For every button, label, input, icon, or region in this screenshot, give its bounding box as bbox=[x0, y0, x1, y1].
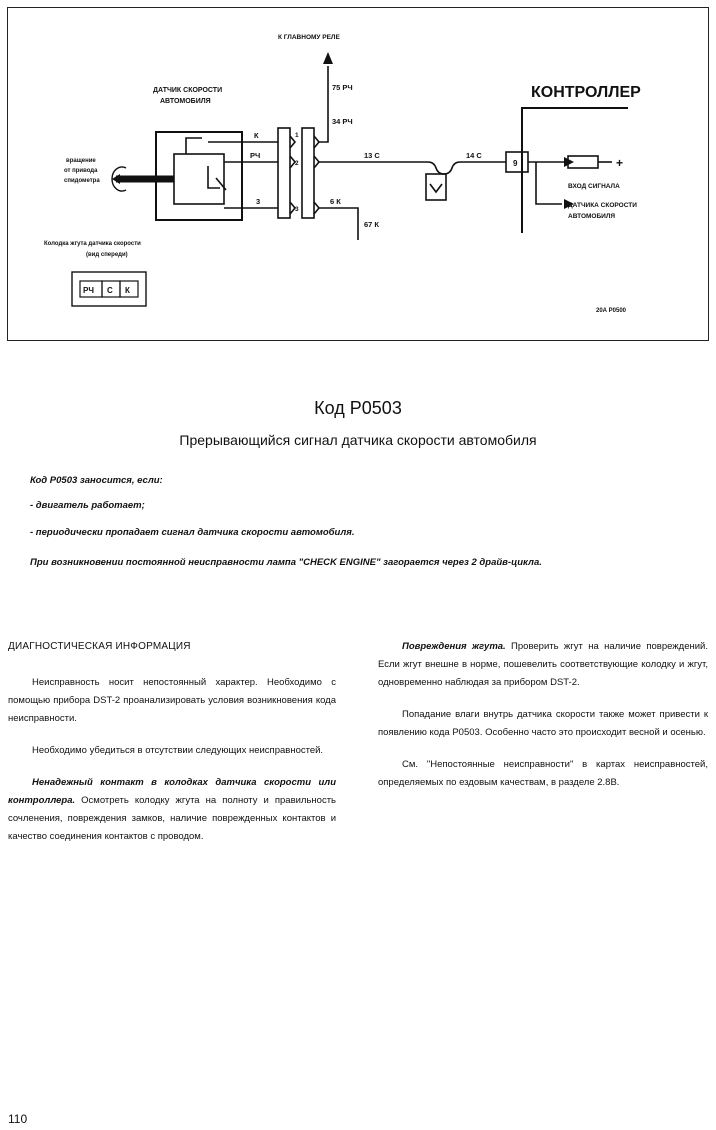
conditions-intro: Код Р0503 заносится, если: bbox=[30, 475, 163, 486]
left-paragraph-1: Неисправность носит непостоянный характер. Необходимо с помощью прибора DST-2 проанализировать условия возникновения кода неисправности. bbox=[8, 677, 336, 724]
section-heading: ДИАГНОСТИЧЕСКАЯ ИНФОРМАЦИЯ bbox=[8, 641, 191, 652]
wiring-diagram-svg bbox=[8, 8, 707, 339]
wire-k-label: К bbox=[254, 131, 259, 140]
left-paragraph-3 bbox=[8, 774, 336, 846]
figure-id: 20А Р0500 bbox=[596, 308, 627, 314]
controller-pin-label: 9 bbox=[513, 159, 518, 168]
plus-sign: + bbox=[616, 156, 624, 170]
right-paragraph-1 bbox=[378, 638, 708, 692]
conditions-note: При возникновении постоянной неисправности лампа "CHECK ENGINE" загорается через 2 драйв-цикла. bbox=[30, 557, 542, 568]
pin-1-label: 1 bbox=[295, 132, 299, 139]
wiring-diagram bbox=[7, 7, 709, 341]
right-paragraph-1-lead: Повреждения жгута. bbox=[402, 641, 506, 652]
connector-caption-2: (вид спереди) bbox=[86, 252, 128, 258]
code-subtitle: Прерывающийся сигнал датчика скорости автомобиля bbox=[179, 432, 537, 448]
wire-6k-label: 6 К bbox=[330, 197, 341, 206]
right-column bbox=[378, 638, 708, 792]
connector-caption-1: Колодка жгута датчика скорости bbox=[44, 241, 141, 247]
controller-label: КОНТРОЛЛЕР bbox=[531, 84, 641, 101]
right-paragraph-1-body: Проверить жгут на наличие повреждений. Если жгут внешне в норме, пошевелить соответствующие колодку и жгут, одновременно наблюдая за прибором DST-2. bbox=[378, 641, 708, 688]
left-column bbox=[8, 638, 336, 846]
main-relay-label: К ГЛАВНОМУ РЕЛЕ bbox=[278, 34, 340, 41]
left-paragraph-3-lead: Ненадежный контакт в колодках датчика скорости или контроллера. bbox=[8, 777, 336, 806]
connector-pin-c: С bbox=[107, 286, 113, 295]
conditions-item-1: - двигатель работает; bbox=[30, 500, 145, 511]
connector-pin-rch: РЧ bbox=[83, 286, 94, 295]
wire-14c-label: 14 С bbox=[466, 151, 482, 160]
page-number: 110 bbox=[8, 1112, 28, 1126]
sensor-title-2: АВТОМОБИЛЯ bbox=[160, 98, 211, 105]
wire-75rch-label: 75 РЧ bbox=[332, 83, 353, 92]
conditions-item-2: - периодически пропадает сигнал датчика скорости автомобиля. bbox=[30, 527, 355, 538]
wire-rch-label: РЧ bbox=[250, 151, 261, 160]
connector-pin-k: К bbox=[125, 286, 130, 295]
connector-plug bbox=[72, 272, 146, 306]
code-title: Код Р0503 bbox=[314, 398, 402, 418]
pin-3-label: 3 bbox=[295, 206, 299, 213]
right-paragraph-2: Попадание влаги внутрь датчика скорости также может привести к появлению кода Р0503. Особенно часто это происходит весной и осенью. bbox=[378, 709, 708, 738]
right-paragraph-3: См. "Непостоянные неисправности" в картах неисправностей, определяемых по ездовым качествам, в разделе 2.8В. bbox=[378, 759, 708, 788]
input-label-3: АВТОМОБИЛЯ bbox=[568, 213, 616, 220]
wire-67k-label: 67 К bbox=[364, 220, 380, 229]
rotation-label-2: от привода bbox=[64, 168, 98, 174]
left-paragraph-2: Необходимо убедиться в отсутствии следующих неисправностей. bbox=[32, 745, 324, 756]
input-label-2: ДАТЧИКА СКОРОСТИ bbox=[568, 202, 637, 209]
left-paragraph-3-body: Осмотреть колодку жгута на полноту и правильность сочленения, повреждения замков, наличие поврежденных контактов и качество соединения контактов с проводом. bbox=[8, 795, 336, 842]
wire-3-label: 3 bbox=[256, 197, 261, 206]
rotation-label-3: спидометра bbox=[64, 178, 100, 184]
input-label-1: ВХОД СИГНАЛА bbox=[568, 183, 620, 190]
wire-13c-label: 13 С bbox=[364, 151, 380, 160]
wire-34rch-label: 34 РЧ bbox=[332, 117, 353, 126]
sensor-title-1: ДАТЧИК СКОРОСТИ bbox=[153, 87, 223, 94]
pin-2-label: 2 bbox=[295, 160, 299, 167]
rotation-label-1: вращение bbox=[66, 158, 96, 164]
